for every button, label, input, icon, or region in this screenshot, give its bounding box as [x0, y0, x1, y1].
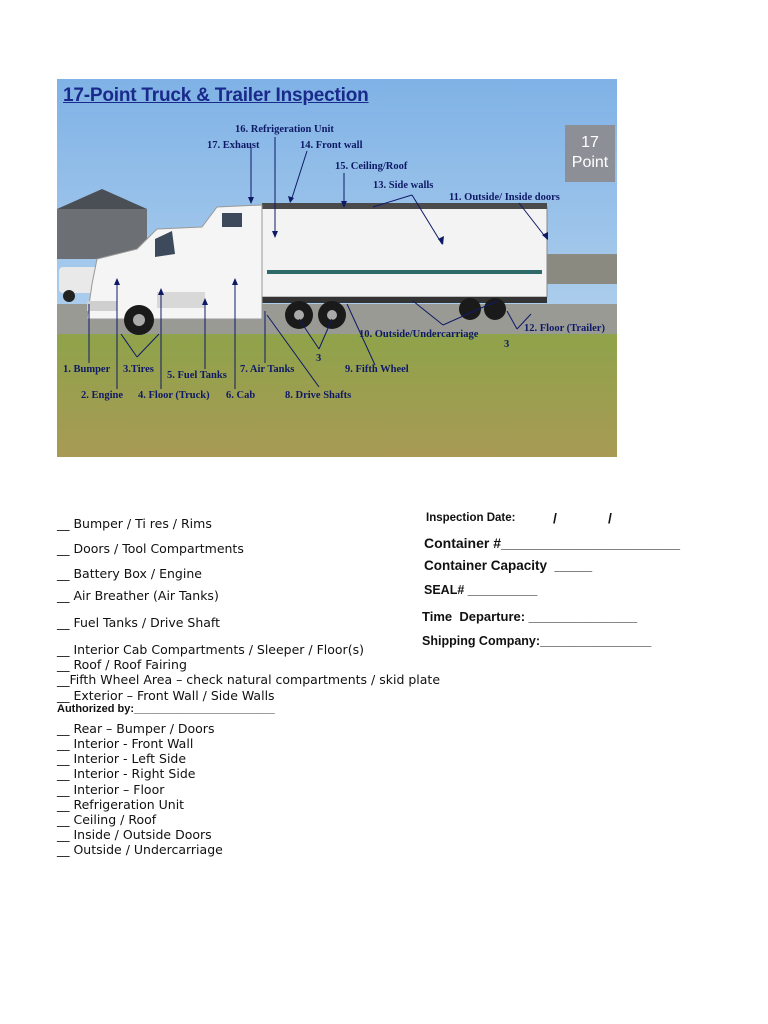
check-item-exterior-walls: __ Exterior – Front Wall / Side Walls: [57, 688, 275, 703]
seal-field[interactable]: SEAL# __________: [424, 583, 538, 597]
figure-title: 17-Point Truck & Trailer Inspection: [63, 85, 369, 106]
label-outside-inside-doors: 11. Outside/ Inside doors: [449, 192, 560, 203]
time-departure-field[interactable]: Time Departure: _______________: [422, 609, 638, 624]
date-separator-2: /: [608, 510, 612, 526]
inspection-diagram: [57, 79, 617, 457]
point-badge: [565, 125, 615, 182]
label-side-walls: 13. Side walls: [373, 180, 434, 191]
check-item-doors-tool-compartments: __ Doors / Tool Compartments: [57, 541, 244, 556]
check-item-interior-right-side: __ Interior - Right Side: [57, 766, 196, 781]
badge-number: 17: [581, 134, 599, 151]
label-drive-shafts: 8. Drive Shafts: [285, 390, 352, 401]
check-item-air-breather: __ Air Breather (Air Tanks): [57, 588, 219, 603]
label-ceiling-roof: 15. Ceiling/Roof: [335, 161, 408, 172]
label-cab: 6. Cab: [226, 390, 256, 401]
label-tires-3-trailer: 3: [504, 339, 510, 350]
label-fuel-tanks: 5. Fuel Tanks: [167, 370, 227, 381]
container-number-field[interactable]: Container #_______________________: [424, 535, 681, 551]
label-front-wall: 14. Front wall: [300, 140, 363, 151]
check-item-fifth-wheel-area: __Fifth Wheel Area – check natural compartments / skid plate: [57, 672, 441, 687]
check-item-refrigeration-unit: __ Refrigeration Unit: [57, 797, 185, 812]
check-item-inside-outside-doors: __ Inside / Outside Doors: [57, 827, 212, 842]
shipping-company-field[interactable]: Shipping Company:________________: [422, 634, 652, 648]
check-item-interior-front-wall: __ Interior - Front Wall: [57, 736, 194, 751]
label-bumper: 1. Bumper: [63, 364, 111, 375]
check-item-interior-floor: __ Interior – Floor: [57, 782, 165, 797]
check-item-fuel-tanks-drive-shaft: __ Fuel Tanks / Drive Shaft: [57, 615, 220, 630]
label-engine: 2. Engine: [81, 390, 124, 401]
label-floor-trailer: 12. Floor (Trailer): [524, 323, 605, 334]
check-item-roof-fairing: __ Roof / Roof Fairing: [57, 657, 187, 672]
check-item-ceiling-roof: __ Ceiling / Roof: [57, 812, 157, 827]
check-item-battery-box-engine: __ Battery Box / Engine: [57, 566, 202, 581]
badge-word: Point: [571, 154, 609, 171]
label-outside-undercarriage: 10. Outside/Undercarriage: [359, 329, 479, 340]
label-refrigeration-unit: 16. Refrigeration Unit: [235, 124, 334, 135]
check-item-rear-bumper-doors: __ Rear – Bumper / Doors: [57, 721, 215, 736]
date-separator-1: /: [553, 510, 557, 526]
check-item-bumper-tires-rims: __ Bumper / Ti res / Rims: [57, 516, 212, 531]
label-tires-3-drive: 3: [316, 353, 322, 364]
check-item-interior-left-side: __ Interior - Left Side: [57, 751, 187, 766]
label-floor-truck: 4. Floor (Truck): [138, 390, 210, 401]
label-tires: 3.Tires: [123, 364, 154, 375]
container-capacity-field[interactable]: Container Capacity _____: [424, 558, 593, 573]
inspection-date-label: Inspection Date:: [426, 512, 516, 524]
label-air-tanks: 7. Air Tanks: [240, 364, 295, 375]
label-exhaust: 17. Exhaust: [207, 140, 260, 151]
authorized-by-line[interactable]: Authorized by:_______________________: [57, 703, 275, 715]
check-item-outside-undercarriage: __ Outside / Undercarriage: [57, 842, 223, 857]
label-fifth-wheel: 9. Fifth Wheel: [345, 364, 409, 375]
check-item-interior-cab: __ Interior Cab Compartments / Sleeper / Floor(s): [57, 642, 364, 657]
